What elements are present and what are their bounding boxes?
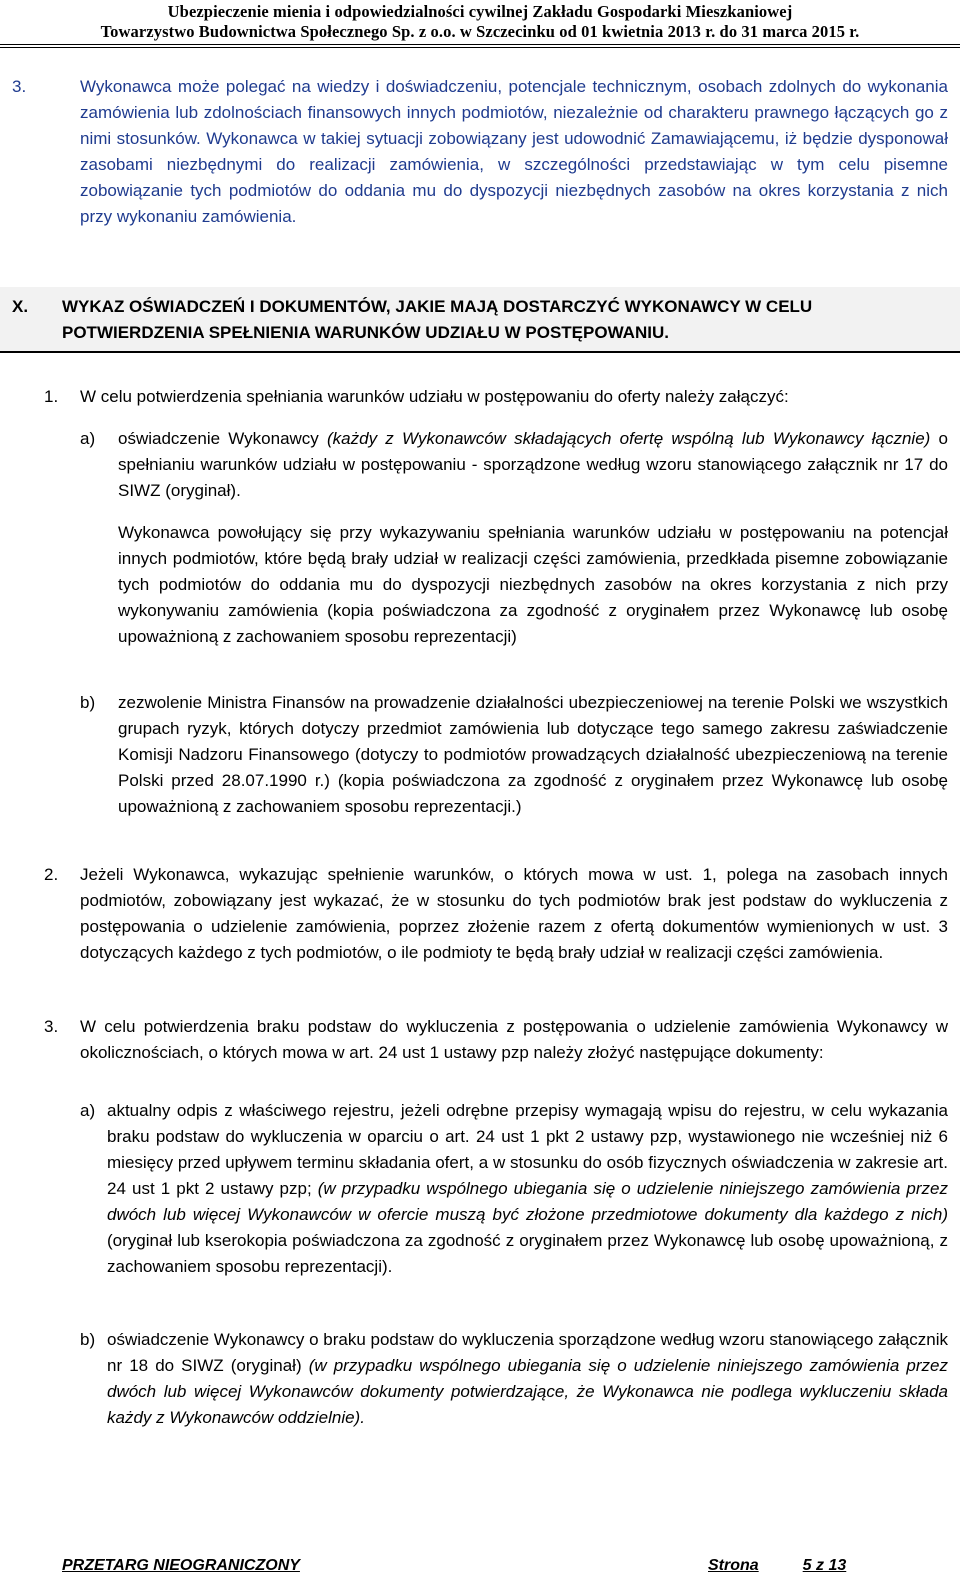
- header-line-2: Towarzystwo Budownictwa Społecznego Sp. z o.o. w Szczecinku od 01 kwietnia 2013 r. do 31 marca 2015 r.: [100, 22, 860, 41]
- item-1b-label: b): [80, 693, 96, 712]
- footer-tender-type: PRZETARG NIEOGRANICZONY: [62, 1557, 300, 1574]
- prev-item-number: 3.: [12, 77, 27, 96]
- header-line-1: Ubezpieczenie mienia i odpowiedzialności cywilnej Zakładu Gospodarki Mieszkaniowej: [167, 2, 793, 21]
- item-1a-paragraph-2: Wykonawca powołujący się przy wykazywaniu spełniania warunków udziału w postępowaniu na potencjał innych podmiotów, które będą brały udział w realizacji części zamówienia, przedkłada pisemne zobowiązanie tych podmiotów do oddania mu do dyspozycji niezbędnych zasobów na okres korzystania z nich przy wykonywaniu zamówienia (kopia poświadczona za zgodność z oryginałem przez Wykonawcę lub osobę upoważnioną z zachowaniem sposobu reprezentacji): [118, 523, 948, 646]
- header-rule-thin: [0, 44, 960, 45]
- item-3a-label: a): [80, 1101, 96, 1120]
- item-3-number: 3.: [44, 1017, 59, 1036]
- section-number: X.: [12, 297, 29, 316]
- item-3-text: W celu potwierdzenia braku podstaw do wykluczenia z postępowania o udzielenie zamówienia Wykonawcy w okolicznościach, o których mowa w art. 24 ust 1 ustawy pzp należy złożyć następujące dokumenty:: [80, 1017, 948, 1062]
- item-3b-text: oświadczenie Wykonawcy o braku podstaw do wykluczenia sporządzone według wzoru stanowiącego załącznik nr 18 do SIWZ (oryginał) (w przypadku wspólnego ubiegania się o udzielenie niniejszego zamówienia przez dwóch lub więcej Wykonawców dokumenty potwierdzające, że Wykonawca nie podlega wykluczeniu składa każdy z Wykonawców oddzielnie).: [107, 1330, 948, 1427]
- footer-page-indicator: Strona 5 z 13: [708, 1557, 847, 1574]
- page-header: [0, 2, 960, 42]
- item-1b-text: zezwolenie Ministra Finansów na prowadzenie działalności ubezpieczeniowej na terenie Polski we wszystkich grupach ryzyk, których dotyczy przedmiot zamówienia lub dotyczące tego samego zakresu zaświadczenie Komisji Nadzoru Finansowego (dotyczy to podmiotów prowadzących działalność ubezpieczeniową na terenie Polski przed 28.07.1990 r.) (kopia poświadczona za zgodność z oryginałem przez Wykonawcę lub osobę upoważnioną z zachowaniem sposobu reprezentacji.): [118, 693, 948, 816]
- item-1-text: W celu potwierdzenia spełniania warunków udziału w postępowaniu do oferty należy załączyć:: [80, 387, 789, 406]
- prev-item-text: Wykonawca może polegać na wiedzy i doświadczeniu, potencjale technicznym, osobach zdolnych do wykonania zamówienia lub zdolnościach finansowych innych podmiotów, niezależnie od charakteru prawnego łączących go z nimi stosunków. Wykonawca w takiej sytuacji zobowiązany jest udowodnić Zamawiającemu, iż będzie dysponował zasobami niezbędnymi do realizacji zamówienia, w szczególności przedstawiając w tym celu pisemne zobowiązanie tych podmiotów do oddania mu do dyspozycji niezbędnych zasobów na okres korzystania z nich przy wykonaniu zamówienia.: [80, 77, 948, 226]
- item-2-text: Jeżeli Wykonawca, wykazując spełnienie warunków, o których mowa w ust. 1, polega na zasobach innych podmiotów, zobowiązany jest wykazać, że w stosunku do tych podmiotów brak jest podstaw do wykluczenia z postępowania o udzielenie zamówienia, poprzez złożenie razem z ofertą dokumentów wymienionych w ust. 3 dotyczących każdego z tych podmiotów, o ile podmioty te będą brały udział w realizacji części zamówienia.: [80, 865, 948, 962]
- item-1a-label: a): [80, 429, 96, 448]
- item-1-number: 1.: [44, 387, 59, 406]
- header-rule: [0, 47, 960, 48]
- item-3a-text: aktualny odpis z właściwego rejestru, jeżeli odrębne przepisy wymagają wpisu do rejestru, w celu wykazania braku podstaw do wykluczenia w oparciu o art. 24 ust 1 pkt 2 ustawy pzp, wystawionego nie wcześniej niż 6 miesięcy przed upływem terminu składania ofert, a w stosunku do osób fizycznych oświadczenia w zakresie art. 24 ust 1 pkt 2 ustawy pzp; (w przypadku wspólnego ubiegania się o udzielenie niniejszego zamówienia przez dwóch lub więcej Wykonawców w ofercie muszą być złożone przedmiotowe dokumenty dla każdego z nich) (oryginał lub kserokopia poświadczona za zgodność z oryginałem przez Wykonawcę lub osobę upoważnioną, z zachowaniem sposobu reprezentacji).: [107, 1101, 948, 1276]
- item-3b-label: b): [80, 1330, 96, 1349]
- section-title: WYKAZ OŚWIADCZEŃ I DOKUMENTÓW, JAKIE MAJĄ DOSTARCZYĆ WYKONAWCY W CELU POTWIERDZENIA SPEŁNIENIA WARUNKÓW UDZIAŁU W POSTĘPOWANIU.: [62, 297, 813, 342]
- item-2-number: 2.: [44, 865, 59, 884]
- item-1a-text: oświadczenie Wykonawcy (każdy z Wykonawców składających ofertę wspólną lub Wykonawcy łącznie) o spełnianiu warunków udziału w postępowaniu - sporządzone według wzoru stanowiącego załącznik nr 17 do SIWZ (oryginał).: [118, 429, 948, 500]
